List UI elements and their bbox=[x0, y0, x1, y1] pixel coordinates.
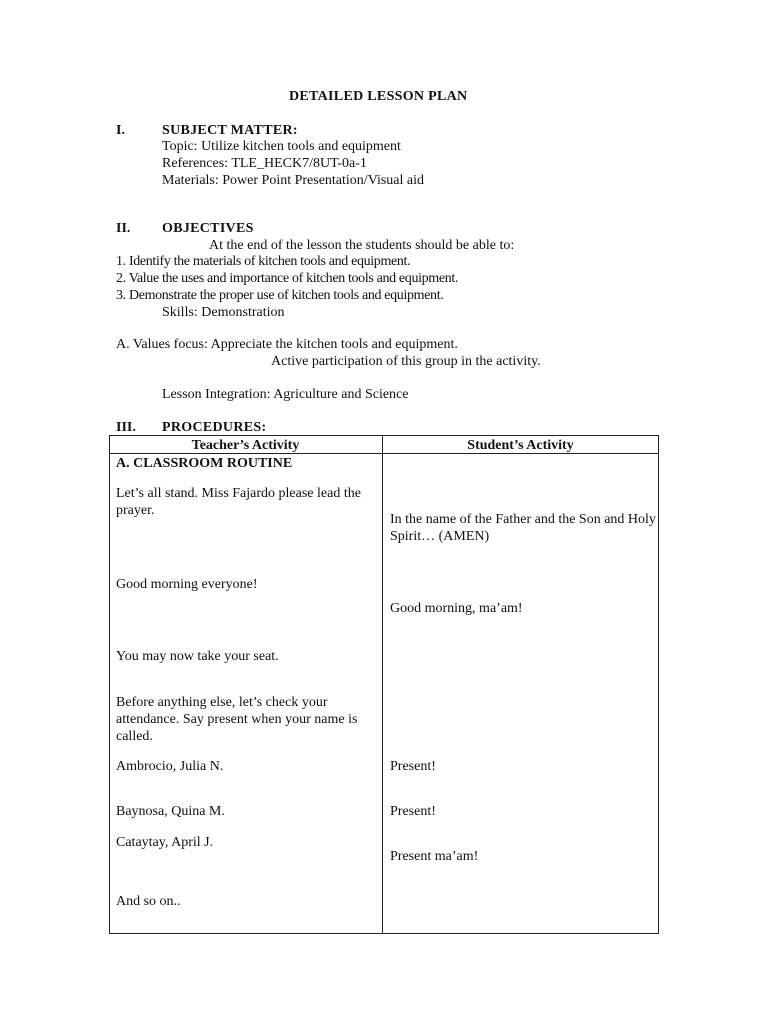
student-activity-item: Present! bbox=[390, 759, 436, 774]
student-activity-item: In the name of the Father and the Son and Holy Spirit… (AMEN) bbox=[390, 512, 656, 544]
student-activity-item: Present! bbox=[390, 804, 436, 819]
teacher-activity-item: Let’s all stand. Miss Fajardo please lead the prayer. bbox=[116, 486, 361, 518]
values-focus-continued: Active participation of this group in the activity. bbox=[271, 354, 541, 369]
references-line: References: TLE_HECK7/8UT-0a-1 bbox=[162, 156, 367, 171]
objective-item-1: 1. Identify the materials of kitchen tools and equipment. bbox=[116, 254, 411, 269]
lesson-integration-line: Lesson Integration: Agriculture and Science bbox=[162, 387, 409, 402]
teacher-activity-item: Before anything else, let’s check your attendance. Say present when your name is called. bbox=[116, 695, 358, 744]
classroom-routine-heading: A. CLASSROOM ROUTINE bbox=[116, 456, 293, 471]
section-numeral-2: II. bbox=[116, 221, 131, 236]
objectives-heading: OBJECTIVES bbox=[162, 221, 254, 236]
topic-line: Topic: Utilize kitchen tools and equipment bbox=[162, 139, 401, 154]
table-column-divider bbox=[382, 435, 383, 934]
teacher-activity-item: Baynosa, Quina M. bbox=[116, 804, 225, 819]
values-focus-line: A. Values focus: Appreciate the kitchen tools and equipment. bbox=[116, 337, 458, 352]
teacher-activity-item: Good morning everyone! bbox=[116, 577, 258, 592]
teacher-activity-item: Ambrocio, Julia N. bbox=[116, 759, 224, 774]
procedures-heading: PROCEDURES: bbox=[162, 420, 267, 435]
teacher-activity-item: You may now take your seat. bbox=[116, 649, 279, 664]
student-activity-item: Good morning, ma’am! bbox=[390, 601, 523, 616]
column-header-student: Student’s Activity bbox=[467, 438, 574, 453]
teacher-activity-item: Cataytay, April J. bbox=[116, 835, 214, 850]
objectives-intro: At the end of the lesson the students should be able to: bbox=[209, 238, 515, 253]
student-activity-item: Present ma’am! bbox=[390, 849, 479, 864]
teacher-activity-item: And so on.. bbox=[116, 894, 181, 909]
objective-item-2: 2. Value the uses and importance of kitchen tools and equipment. bbox=[116, 271, 459, 286]
section-numeral-3: III. bbox=[116, 420, 136, 435]
column-header-teacher: Teacher’s Activity bbox=[191, 438, 300, 453]
document-title: DETAILED LESSON PLAN bbox=[289, 89, 468, 104]
objective-item-3: 3. Demonstrate the proper use of kitchen tools and equipment. bbox=[116, 288, 444, 303]
materials-line: Materials: Power Point Presentation/Visual aid bbox=[162, 173, 425, 188]
skills-line: Skills: Demonstration bbox=[162, 305, 285, 320]
subject-matter-heading: SUBJECT MATTER: bbox=[162, 123, 298, 138]
section-numeral-1: I. bbox=[116, 123, 125, 138]
